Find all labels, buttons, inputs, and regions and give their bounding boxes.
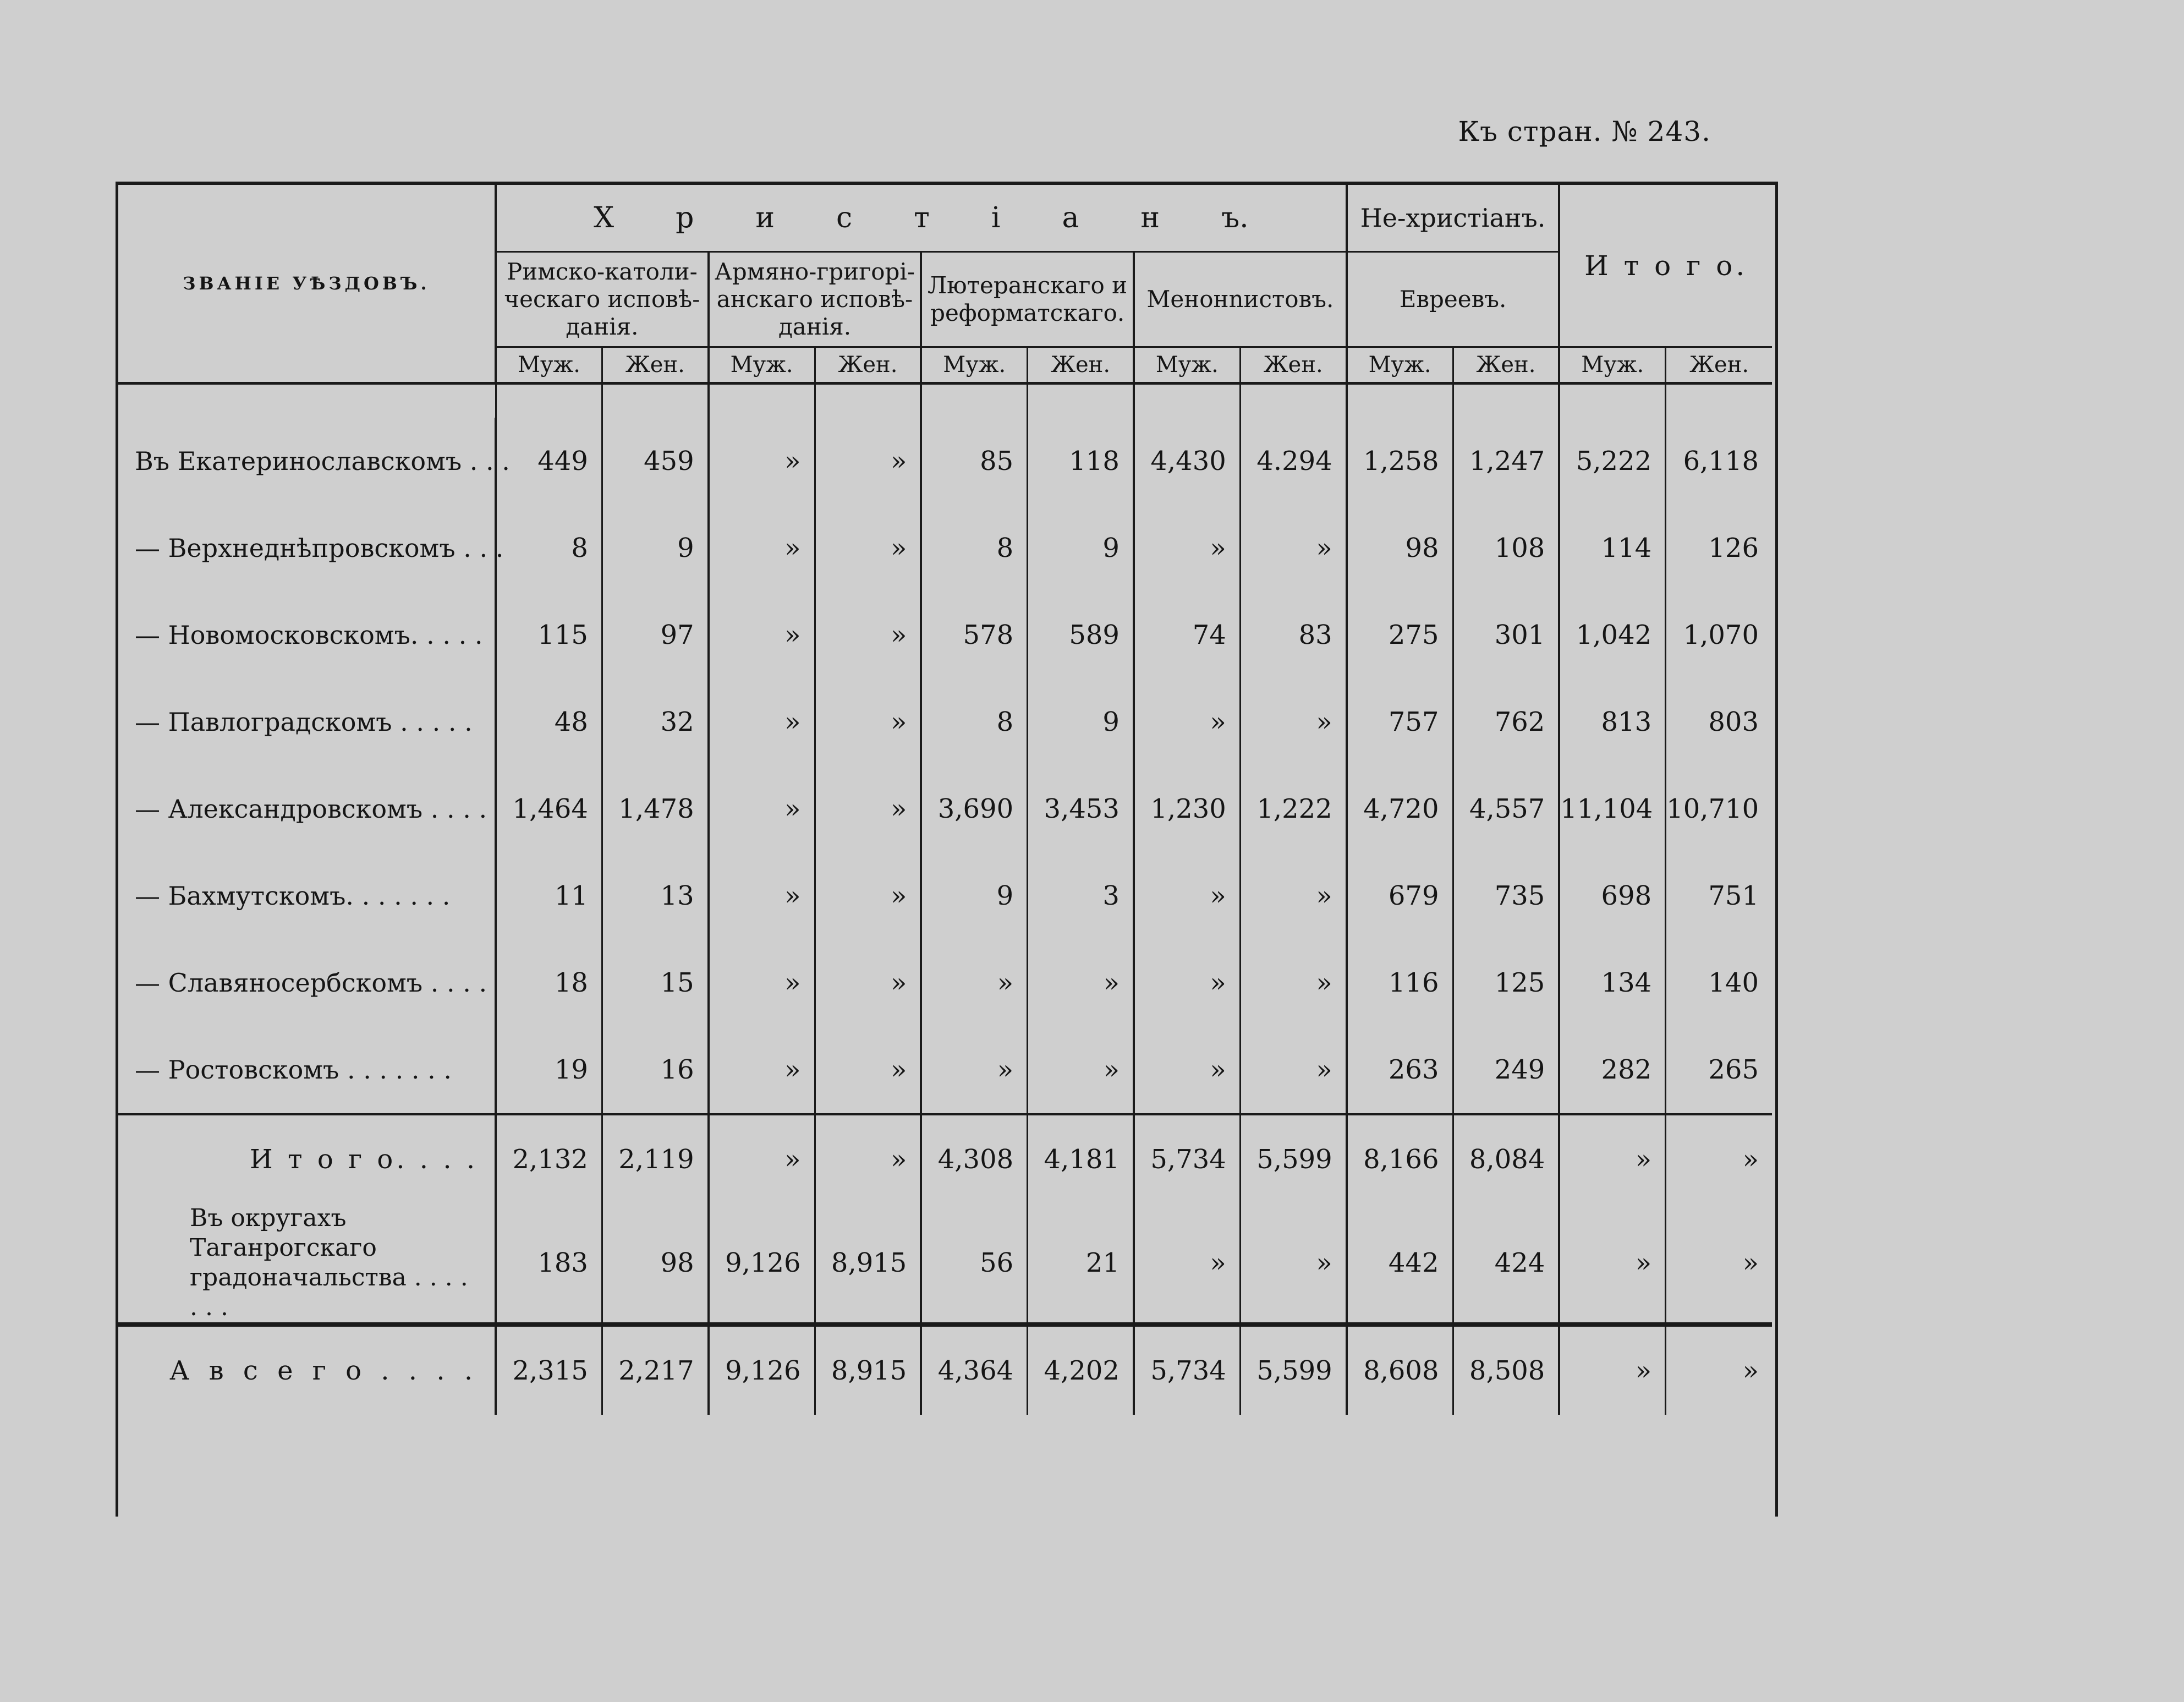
table-row (118, 592, 1772, 678)
table-cell: » (1028, 1026, 1134, 1114)
table-cell: 4,308 (921, 1114, 1027, 1203)
district-name: — Павлоградскомъ . . . . . (135, 707, 473, 737)
female-column-header: Жен. (1666, 347, 1772, 384)
table-cell: 9,126 (709, 1325, 815, 1415)
table-cell: 140 (1666, 939, 1772, 1026)
statistics-table (118, 185, 1772, 1415)
table-cell: 424 (1453, 1203, 1559, 1325)
taganrog-label-line1: Въ округахъ Таганрогскаго (190, 1204, 377, 1262)
table-cell: 4,720 (1347, 765, 1453, 852)
table-cell: 5,599 (1240, 1325, 1346, 1415)
table-cell: » (921, 1026, 1027, 1114)
table-cell: 8,084 (1453, 1114, 1559, 1203)
table-cell: 18 (496, 939, 602, 1026)
armenian-gregorian-header: Армяно-григорі- анскаго исповѣ- данія. (709, 252, 921, 347)
table-cell: » (709, 852, 815, 939)
table-cell: 578 (921, 592, 1027, 678)
table-cell: » (815, 505, 921, 592)
table-row (118, 852, 1772, 939)
table-cell: » (815, 418, 921, 505)
table-row (118, 939, 1772, 1026)
table-cell: 98 (1347, 505, 1453, 592)
table-cell: 263 (1347, 1026, 1453, 1114)
christians-letter: с (836, 201, 853, 234)
table-cell: 2,119 (602, 1114, 708, 1203)
table-cell: » (1134, 678, 1240, 765)
table-cell: 8,166 (1347, 1114, 1453, 1203)
table-cell: 751 (1666, 852, 1772, 939)
female-column-header: Жен. (1240, 347, 1346, 384)
table-cell: » (1240, 852, 1346, 939)
total-header: И т о г о. (1559, 185, 1772, 347)
table-cell: 11 (496, 852, 602, 939)
taganrog-label (118, 1203, 496, 1325)
table-cell: 9,126 (709, 1203, 815, 1325)
table-cell: 8 (496, 505, 602, 592)
table-cell: » (815, 1026, 921, 1114)
table-cell: » (709, 592, 815, 678)
table-cell: 449 (496, 418, 602, 505)
table-cell: 9 (921, 852, 1027, 939)
subtotal-row (118, 1114, 1772, 1203)
table-cell: 2,132 (496, 1114, 602, 1203)
table-row (118, 678, 1772, 765)
table-row (118, 1026, 1772, 1114)
table-cell: » (1134, 1203, 1240, 1325)
christians-letter: и (755, 201, 775, 234)
table-cell: » (709, 678, 815, 765)
table-cell: 282 (1559, 1026, 1665, 1114)
table-cell: 3,453 (1028, 765, 1134, 852)
table-cell: 1,070 (1666, 592, 1772, 678)
table-cell: » (815, 939, 921, 1026)
table-cell: 679 (1347, 852, 1453, 939)
table-cell: 762 (1453, 678, 1559, 765)
table-cell: 9 (1028, 678, 1134, 765)
table-cell: » (1559, 1325, 1665, 1415)
table-cell: 126 (1666, 505, 1772, 592)
table-cell: 301 (1453, 592, 1559, 678)
table-cell: 108 (1453, 505, 1559, 592)
table-cell: 1,478 (602, 765, 708, 852)
table-cell: 698 (1559, 852, 1665, 939)
table-cell: » (1240, 1203, 1346, 1325)
table-cell: 97 (602, 592, 708, 678)
subtotal-label: И т о г о. . . . (118, 1114, 496, 1203)
table-cell: 1,247 (1453, 418, 1559, 505)
table-cell: 114 (1559, 505, 1665, 592)
district-name: — Славяносербскомъ . . . . (135, 968, 487, 998)
female-column-header: Жен. (1028, 347, 1134, 384)
table-cell: 1,464 (496, 765, 602, 852)
district-name: — Верхнеднѣпровскомъ . . . (135, 533, 504, 563)
table-cell: » (1134, 852, 1240, 939)
table-cell: 56 (921, 1203, 1027, 1325)
table-cell: 4,364 (921, 1325, 1027, 1415)
district-name: — Новомосковскомъ. . . . . (135, 620, 483, 650)
table-cell: 1,222 (1240, 765, 1346, 852)
christians-letter: ъ. (1221, 201, 1249, 234)
christians-header (496, 185, 1347, 252)
table-cell: » (1240, 678, 1346, 765)
table-cell: 115 (496, 592, 602, 678)
male-column-header: Муж. (1347, 347, 1453, 384)
table-cell: » (1134, 1026, 1240, 1114)
table-cell: 4,181 (1028, 1114, 1134, 1203)
table-cell: 8,608 (1347, 1325, 1453, 1415)
table-cell: 9 (1028, 505, 1134, 592)
christians-letter: р (676, 201, 694, 234)
grand-total-label: А в с е г о . . . . (118, 1325, 496, 1415)
table-cell: » (1240, 939, 1346, 1026)
male-column-header: Муж. (709, 347, 815, 384)
table-cell: 8 (921, 505, 1027, 592)
male-column-header: Муж. (496, 347, 602, 384)
christians-letter: і (991, 201, 1001, 234)
christians-letter: Х (594, 201, 614, 234)
table-cell: 735 (1453, 852, 1559, 939)
district-name: — Ростовскомъ . . . . . . . (135, 1055, 452, 1085)
table-cell: » (1559, 1114, 1665, 1203)
table-cell: 2,217 (602, 1325, 708, 1415)
table-cell: 15 (602, 939, 708, 1026)
mennonites-header: Менонnистовъ. (1134, 252, 1347, 347)
table-cell: » (1240, 505, 1346, 592)
table-cell: 459 (602, 418, 708, 505)
table-cell: » (1666, 1114, 1772, 1203)
table-cell: » (1240, 1026, 1346, 1114)
table-cell: 74 (1134, 592, 1240, 678)
table-cell: 757 (1347, 678, 1453, 765)
table-cell: 803 (1666, 678, 1772, 765)
table-cell: » (1028, 939, 1134, 1026)
table-cell: » (1559, 1203, 1665, 1325)
table-cell: 5,222 (1559, 418, 1665, 505)
table-cell: 4,202 (1028, 1325, 1134, 1415)
table-cell: 5,599 (1240, 1114, 1346, 1203)
male-column-header: Муж. (1559, 347, 1665, 384)
table-cell: 275 (1347, 592, 1453, 678)
table-cell: 1,258 (1347, 418, 1453, 505)
table-cell: 21 (1028, 1203, 1134, 1325)
district-name: — Александровскомъ . . . . (135, 794, 487, 824)
table-cell: » (1134, 505, 1240, 592)
table-cell: » (815, 852, 921, 939)
female-column-header: Жен. (815, 347, 921, 384)
table-cell: » (921, 939, 1027, 1026)
table-cell: 265 (1666, 1026, 1772, 1114)
male-column-header: Муж. (921, 347, 1027, 384)
table-cell: 589 (1028, 592, 1134, 678)
table-cell: 3 (1028, 852, 1134, 939)
table-cell: 4.294 (1240, 418, 1346, 505)
table-cell: 1,042 (1559, 592, 1665, 678)
table-row (118, 418, 1772, 505)
table-cell: 442 (1347, 1203, 1453, 1325)
table-cell: 249 (1453, 1026, 1559, 1114)
district-name: — Бахмутскомъ. . . . . . . (135, 881, 451, 911)
table-cell: 3,690 (921, 765, 1027, 852)
district-name-header: ЗВАНІЕ УѢЗДОВЪ. (118, 185, 496, 384)
table-cell: 48 (496, 678, 602, 765)
table-cell: 10,710 (1666, 765, 1772, 852)
table-row (118, 505, 1772, 592)
table-cell: 4,557 (1453, 765, 1559, 852)
female-column-header: Жен. (1453, 347, 1559, 384)
statistics-table-frame (116, 182, 1778, 1517)
table-cell: » (709, 505, 815, 592)
lutheran-reformed-header: Лютеранскаго и реформатскаго. (921, 252, 1134, 347)
table-cell: 183 (496, 1203, 602, 1325)
table-cell: » (709, 418, 815, 505)
table-cell: » (815, 1114, 921, 1203)
table-cell: 13 (602, 852, 708, 939)
non-christians-header: Не-христіанъ. (1347, 185, 1560, 252)
table-cell: » (815, 765, 921, 852)
table-cell: 118 (1028, 418, 1134, 505)
jews-header: Евреевъ. (1347, 252, 1560, 347)
table-row (118, 765, 1772, 852)
table-cell: » (815, 678, 921, 765)
table-cell: 4,430 (1134, 418, 1240, 505)
table-cell: 5,734 (1134, 1325, 1240, 1415)
table-cell: 1,230 (1134, 765, 1240, 852)
table-cell: » (709, 765, 815, 852)
table-cell: 125 (1453, 939, 1559, 1026)
table-cell: 8,915 (815, 1325, 921, 1415)
table-cell: 2,315 (496, 1325, 602, 1415)
page-reference: Къ стран. № 243. (1458, 116, 1711, 147)
grand-total-row (118, 1325, 1772, 1415)
table-cell: » (709, 1026, 815, 1114)
table-cell: 8 (921, 678, 1027, 765)
table-cell: » (709, 939, 815, 1026)
table-cell: » (1134, 939, 1240, 1026)
table-cell: 85 (921, 418, 1027, 505)
table-cell: 8,508 (1453, 1325, 1559, 1415)
table-cell: 19 (496, 1026, 602, 1114)
district-name: Въ Екатеринославскомъ . . . (135, 446, 510, 476)
christians-letter: т (914, 201, 930, 234)
table-cell: » (1666, 1325, 1772, 1415)
table-cell: 32 (602, 678, 708, 765)
table-cell: 8,915 (815, 1203, 921, 1325)
table-cell: 9 (602, 505, 708, 592)
table-cell: 83 (1240, 592, 1346, 678)
table-cell: » (1666, 1203, 1772, 1325)
table-cell: 116 (1347, 939, 1453, 1026)
christians-letter: а (1062, 201, 1079, 234)
table-cell: 6,118 (1666, 418, 1772, 505)
taganrog-label-line2: градоначальства . . . . . . . (190, 1263, 468, 1321)
table-cell: 5,734 (1134, 1114, 1240, 1203)
male-column-header: Муж. (1134, 347, 1240, 384)
table-cell: 134 (1559, 939, 1665, 1026)
table-cell: » (815, 592, 921, 678)
female-column-header: Жен. (602, 347, 708, 384)
christians-letter: н (1140, 201, 1160, 234)
table-cell: » (709, 1114, 815, 1203)
taganrog-row (118, 1203, 1772, 1325)
table-cell: 813 (1559, 678, 1665, 765)
table-cell: 98 (602, 1203, 708, 1325)
roman-catholic-header: Римско-католи- ческаго исповѣ- данія. (496, 252, 709, 347)
table-cell: 11,104 (1559, 765, 1665, 852)
table-cell: 16 (602, 1026, 708, 1114)
